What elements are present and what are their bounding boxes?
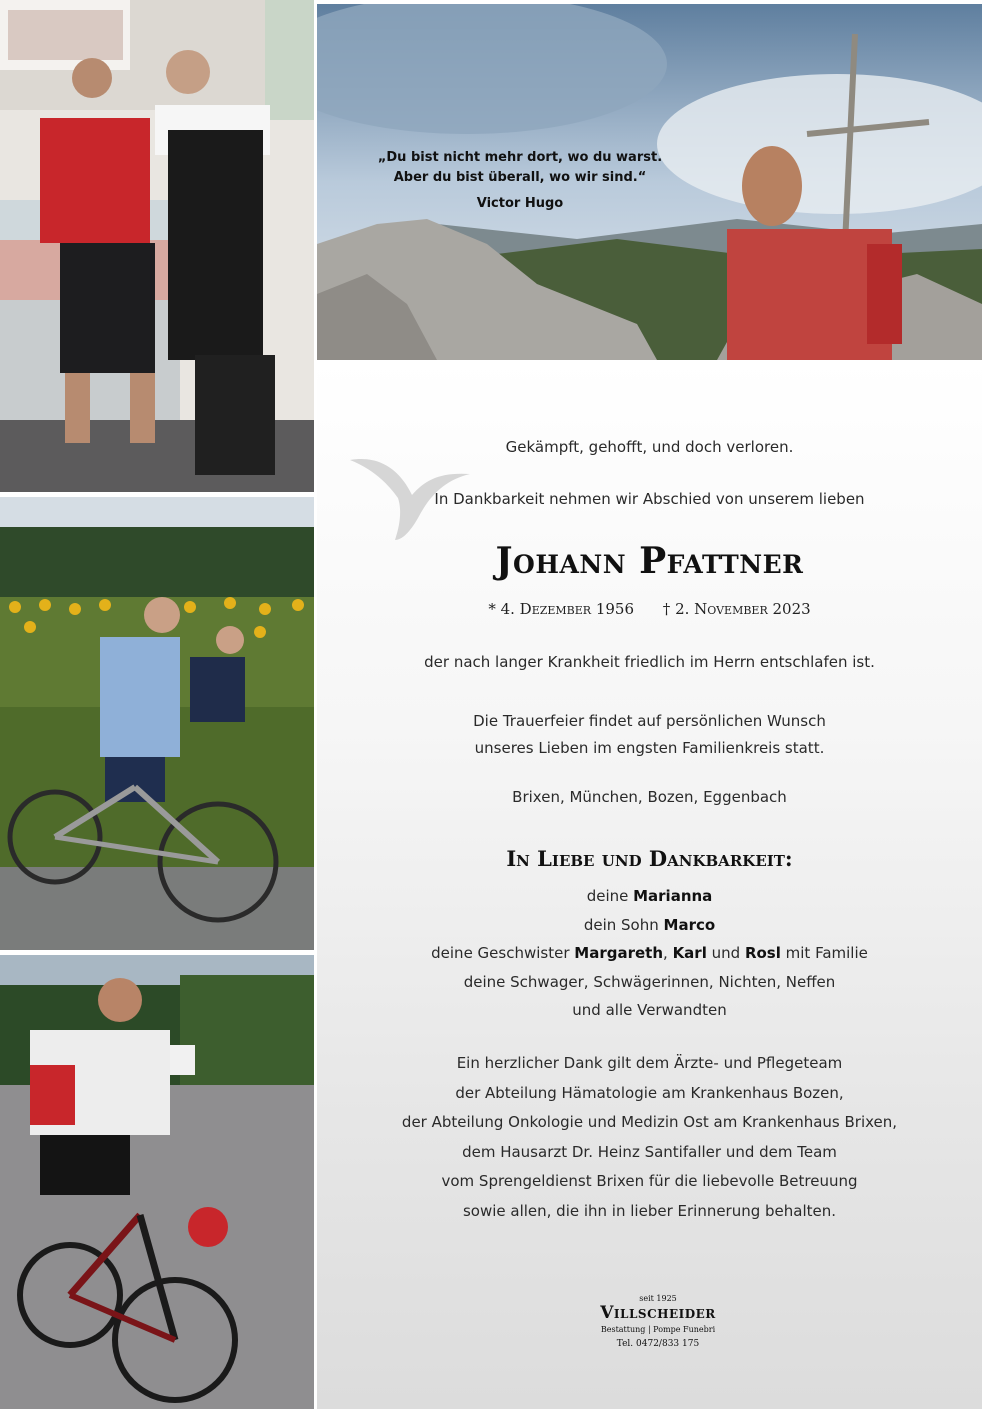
farewell-line: In Dankbarkeit nehmen wir Abschied von unserem lieben [434,490,865,508]
quote-author: Victor Hugo [476,196,564,211]
thanks-line: der Abteilung Hämatologie am Krankenhaus Bozen, [455,1083,844,1102]
photo-road-cyclist [0,955,314,1409]
quote [370,148,670,214]
places-line: Brixen, München, Bozen, Eggenbach [512,788,787,806]
photo-couple-bicycle [0,497,314,950]
intro-line: Gekämpft, gehofft, und doch verloren. [505,438,794,456]
funeral-home-logo [578,1294,738,1349]
ceremony-note [317,708,982,762]
thanks-line: vom Sprengeldienst Brixen für die liebevolle Betreuung [441,1172,858,1190]
logo-since: seit 1925 [639,1294,677,1303]
thanks-line: der Abteilung Onkologie und Medizin Ost am Krankenhaus Brixen, [401,1113,898,1131]
mourner-son: dein Sohn Marco [583,915,716,934]
deceased-name: Johann Pfattner [495,540,804,582]
mourner-relatives: und alle Verwandten [572,1001,727,1019]
mourners-list [317,882,982,1025]
mourner-wife: deine Marianna [586,887,713,905]
ceremony-line-2: unseres Lieben im engsten Familienkreis statt. [474,739,825,757]
logo-subtitle: Bestattung | Pompe Funebri [600,1325,716,1334]
quote-line-2: Aber du bist überall, wo wir sind.“ [393,170,647,185]
mourner-siblings: deine Geschwister Margareth, Karl und Rosl mit Familie [431,944,868,962]
ceremony-line-1: Die Trauerfeier findet auf persönlichen Wunsch [473,712,826,730]
mourner-inlaws: deine Schwager, Schwägerinnen, Nichten, Neffen [463,972,836,991]
thanks-block [317,1049,982,1226]
quote-line-1: „Du bist nicht mehr dort, wo du warst. [377,150,663,165]
birth-date: * 4. Dezember 1956 [488,600,635,618]
thanks-line: dem Hausarzt Dr. Heinz Santifaller und dem Team [462,1142,837,1161]
mourners-heading: In Liebe und Dankbarkeit: [506,846,793,871]
thanks-line: sowie allen, die ihn in lieber Erinnerung behalten. [462,1201,837,1220]
logo-phone: Tel. 0472/833 175 [616,1339,700,1349]
logo-brand: Villscheider [600,1303,716,1323]
photo-ice-cream-shop [0,0,314,492]
thanks-line: Ein herzlicher Dank gilt dem Ärzte- und Pflegeteam [456,1054,843,1072]
life-dates [317,600,982,618]
death-date: † 2. November 2023 [662,600,811,618]
passing-line: der nach langer Krankheit friedlich im Herrn entschlafen ist. [424,653,875,671]
